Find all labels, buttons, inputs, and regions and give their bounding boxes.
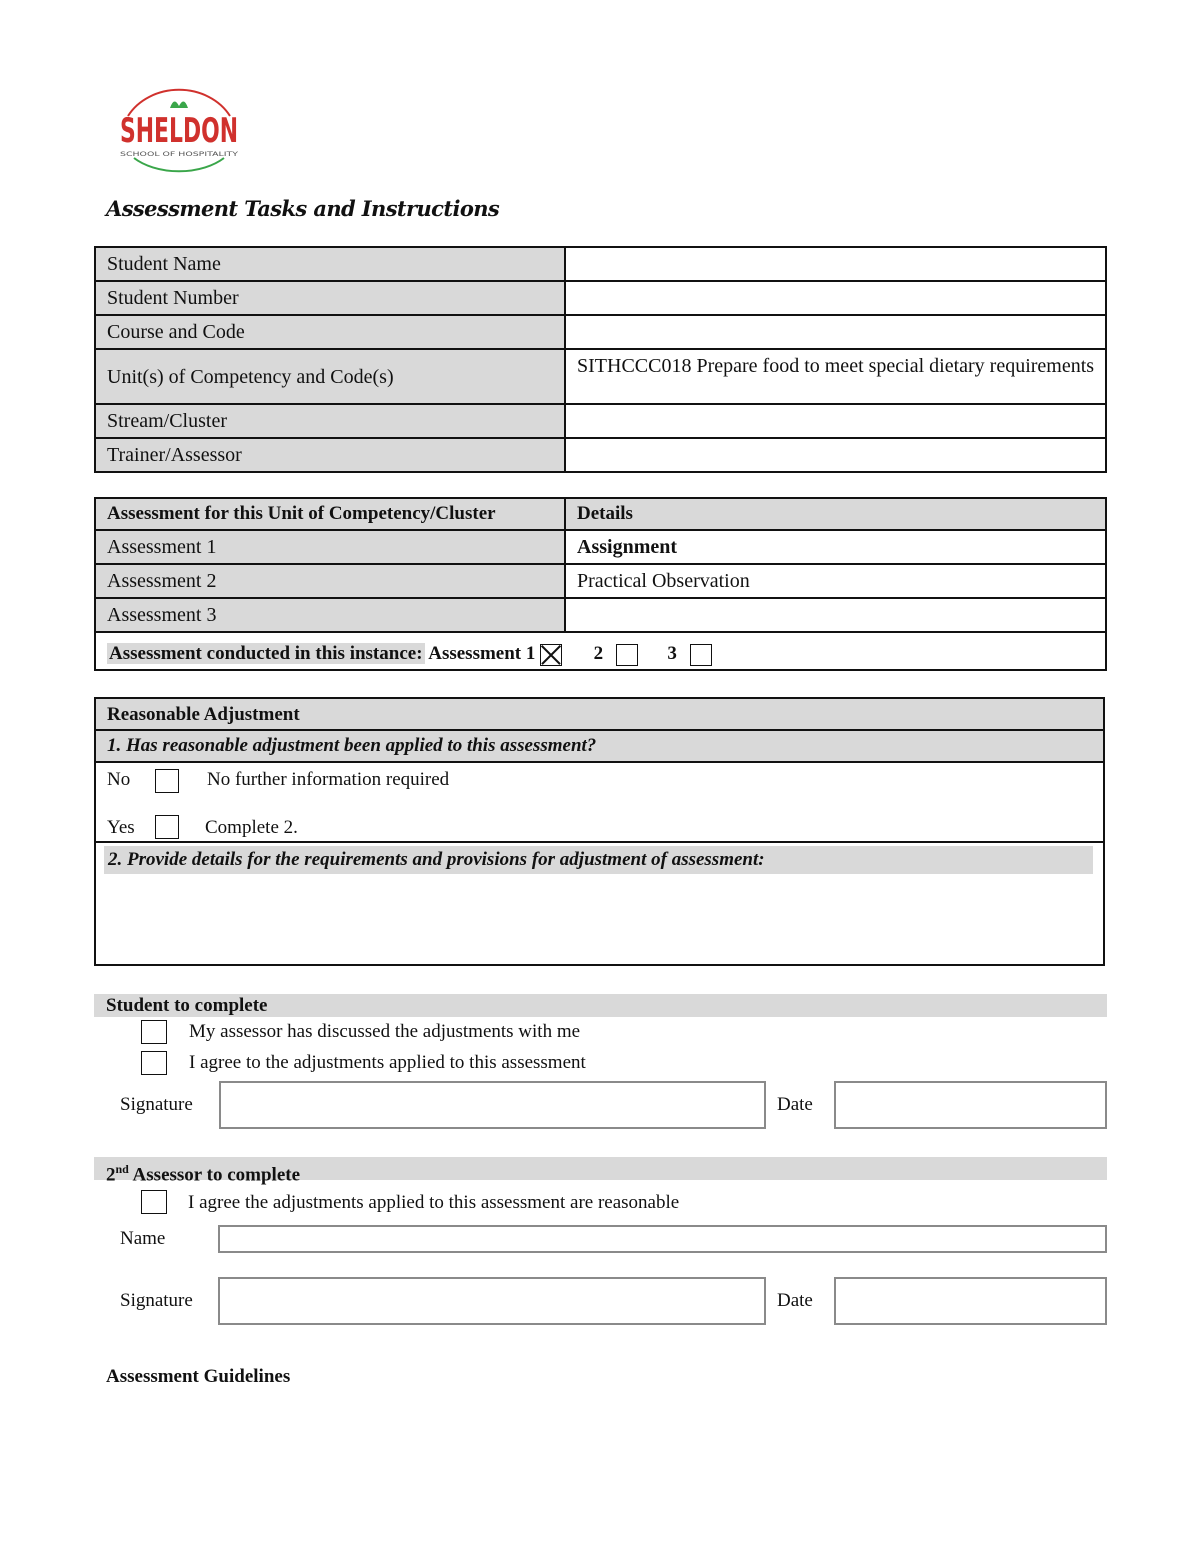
assessment-option-2-label: 2 <box>593 643 604 664</box>
assessment-conducted-row <box>95 632 1106 670</box>
adjustment-no-row <box>107 769 450 791</box>
assessment-1-label: Assessment 1 <box>95 530 565 564</box>
adjustment-question-1: 1. Has reasonable adjustment been applied to this assessment? <box>96 731 1103 763</box>
reasonable-adjustment-section <box>94 697 1105 966</box>
sheldon-logo <box>112 86 246 184</box>
course-code-label: Course and Code <box>95 315 565 349</box>
adjustment-yes-label: Yes <box>107 817 135 838</box>
assessment-1-checkbox[interactable] <box>540 644 562 666</box>
assessor-date-label: Date <box>777 1290 813 1311</box>
adjustment-yes-checkbox[interactable] <box>155 815 179 839</box>
details-header-label: Details <box>565 498 1106 530</box>
student-discussed-checkbox[interactable] <box>141 1020 167 1044</box>
table-row <box>95 315 1106 349</box>
assessor-date-field[interactable] <box>834 1277 1107 1325</box>
assessment-table <box>94 497 1107 671</box>
assessment-conducted-label: Assessment conducted in this instance: <box>109 643 423 664</box>
assessment-option-3-label: 3 <box>667 643 677 664</box>
table-row <box>95 498 1106 530</box>
table-row <box>95 632 1106 670</box>
student-agree-checkbox[interactable] <box>141 1051 167 1075</box>
assessment-3-label: Assessment 3 <box>95 598 565 632</box>
assessment-1-detail[interactable]: Assignment <box>565 530 1106 564</box>
table-row <box>95 564 1106 598</box>
assessment-guidelines-heading: Assessment Guidelines <box>106 1366 291 1387</box>
adjustment-details-field[interactable] <box>104 879 1095 958</box>
table-row <box>95 530 1106 564</box>
adjustment-yes-text: Complete 2. <box>205 817 298 838</box>
stream-cluster-label: Stream/Cluster <box>95 404 565 438</box>
document-title: Assessment Tasks and Instructions <box>106 196 500 221</box>
adjustment-no-text: No further information required <box>207 769 450 790</box>
student-date-field[interactable] <box>834 1081 1107 1129</box>
student-agree-text: I agree to the adjustments applied to this assessment <box>189 1052 586 1073</box>
unit-competency-label: Unit(s) of Competency and Code(s) <box>95 349 565 404</box>
assessor-agree-text: I agree the adjustments applied to this assessment are reasonable <box>188 1192 680 1213</box>
section-divider <box>96 841 1103 843</box>
stream-cluster-field[interactable] <box>565 404 1106 438</box>
assessment-2-checkbox[interactable] <box>616 644 638 666</box>
table-row <box>95 247 1106 281</box>
adjustment-no-checkbox[interactable] <box>155 769 179 793</box>
student-name-field[interactable] <box>565 247 1106 281</box>
table-row <box>95 598 1106 632</box>
student-section-title: Student to complete <box>94 994 1107 1017</box>
adjustment-no-label: No <box>107 769 131 790</box>
logo-wordmark: SHELDON <box>120 111 238 151</box>
assessor-signature-field[interactable] <box>218 1277 766 1325</box>
student-discussed-text: My assessor has discussed the adjustments with me <box>189 1021 581 1042</box>
student-number-label: Student Number <box>95 281 565 315</box>
assessor-name-field[interactable] <box>218 1225 1107 1253</box>
course-code-field[interactable] <box>565 315 1106 349</box>
unit-competency-field[interactable]: SITHCCC018 Prepare food to meet special dietary requirements <box>565 349 1106 404</box>
table-row <box>95 349 1106 404</box>
student-number-field[interactable] <box>565 281 1106 315</box>
assessment-option-1-label: Assessment 1 <box>428 643 536 664</box>
student-signature-field[interactable] <box>219 1081 766 1129</box>
adjustment-question-2: 2. Provide details for the requirements and provisions for adjustment of assessment: <box>104 846 1093 874</box>
assessment-2-label: Assessment 2 <box>95 564 565 598</box>
assessment-header-label: Assessment for this Unit of Competency/Cluster <box>95 498 565 530</box>
assessor-agree-checkbox[interactable] <box>141 1190 167 1214</box>
student-signature-label: Signature <box>120 1094 193 1115</box>
assessor-name-label: Name <box>120 1228 166 1249</box>
assessment-2-detail[interactable]: Practical Observation <box>565 564 1106 598</box>
trainer-assessor-field[interactable] <box>565 438 1106 472</box>
student-info-table <box>94 246 1107 473</box>
assessment-3-checkbox[interactable] <box>690 644 712 666</box>
adjustment-yes-row <box>107 817 298 839</box>
trainer-assessor-label: Trainer/Assessor <box>95 438 565 472</box>
table-row <box>95 438 1106 472</box>
table-row <box>95 281 1106 315</box>
assessment-3-detail[interactable] <box>565 598 1106 632</box>
table-row <box>95 404 1106 438</box>
student-name-label: Student Name <box>95 247 565 281</box>
logo-tagline: SCHOOL OF HOSPITALITY <box>120 150 239 158</box>
reasonable-adjustment-title: Reasonable Adjustment <box>96 699 1103 731</box>
student-date-label: Date <box>777 1094 813 1115</box>
assessor-section-title: 2nd Assessor to complete <box>94 1157 1107 1180</box>
assessor-signature-label: Signature <box>120 1290 193 1311</box>
